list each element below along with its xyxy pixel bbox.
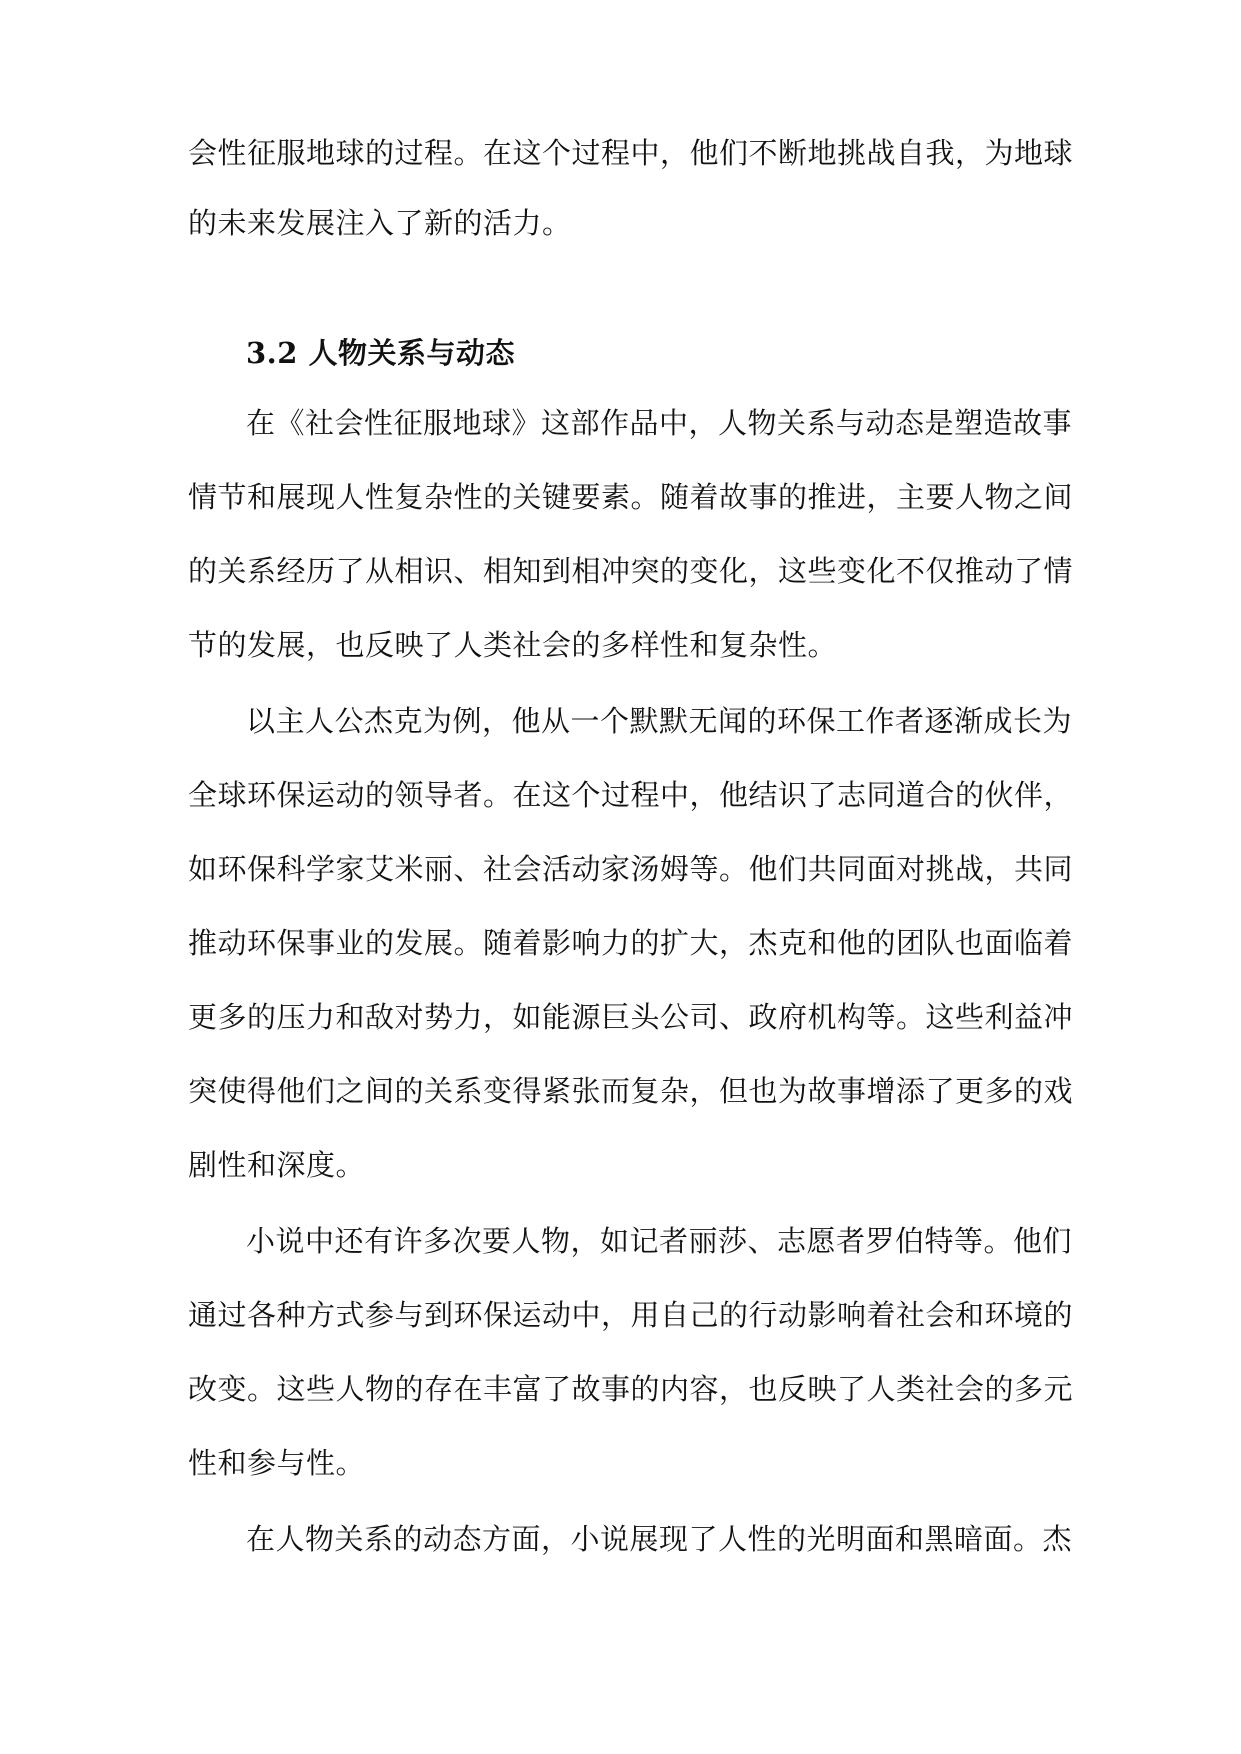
paragraph-line: 以主人公杰克为例，他从一个默默无闻的环保工作者逐渐成长为 — [246, 704, 1073, 738]
paragraph-line: 小说中还有许多次要人物，如记者丽莎、志愿者罗伯特等。他们 — [246, 1224, 1073, 1258]
paragraph-line: 的未来发展注入了新的活力。 — [188, 206, 572, 240]
paragraph-line: 突使得他们之间的关系变得紧张而复杂，但也为故事增添了更多的戏 — [188, 1074, 1074, 1108]
paragraph-line: 的关系经历了从相识、相知到相冲突的变化，这些变化不仅推动了情 — [188, 554, 1074, 588]
paragraph-line: 节的发展，也反映了人类社会的多样性和复杂性。 — [188, 628, 838, 662]
paragraph-line: 更多的压力和敌对势力，如能源巨头公司、政府机构等。这些利益冲 — [188, 1000, 1074, 1034]
paragraph-line: 改变。这些人物的存在丰富了故事的内容，也反映了人类社会的多元 — [188, 1372, 1074, 1406]
paragraph-line: 会性征服地球的过程。在这个过程中，他们不断地挑战自我，为地球 — [188, 136, 1074, 170]
paragraph-line: 推动环保事业的发展。随着影响力的扩大，杰克和他的团队也面临着 — [188, 926, 1074, 960]
paragraph-line: 情节和展现人性复杂性的关键要素。随着故事的推进，主要人物之间 — [188, 480, 1074, 514]
paragraph-line: 在人物关系的动态方面，小说展现了人性的光明面和黑暗面。杰 — [246, 1522, 1073, 1556]
paragraph-line: 如环保科学家艾米丽、社会活动家汤姆等。他们共同面对挑战，共同 — [188, 852, 1074, 886]
paragraph-line: 全球环保运动的领导者。在这个过程中，他结识了志同道合的伙伴， — [188, 778, 1074, 812]
paragraph-line: 在《社会性征服地球》这部作品中，人物关系与动态是塑造故事 — [246, 406, 1073, 440]
section-heading: 3.2 人物关系与动态 — [246, 336, 516, 370]
paragraph-line: 性和参与性。 — [188, 1446, 366, 1480]
paragraph-line: 剧性和深度。 — [188, 1148, 366, 1182]
paragraph-line: 通过各种方式参与到环保运动中，用自己的行动影响着社会和环境的 — [188, 1298, 1074, 1332]
